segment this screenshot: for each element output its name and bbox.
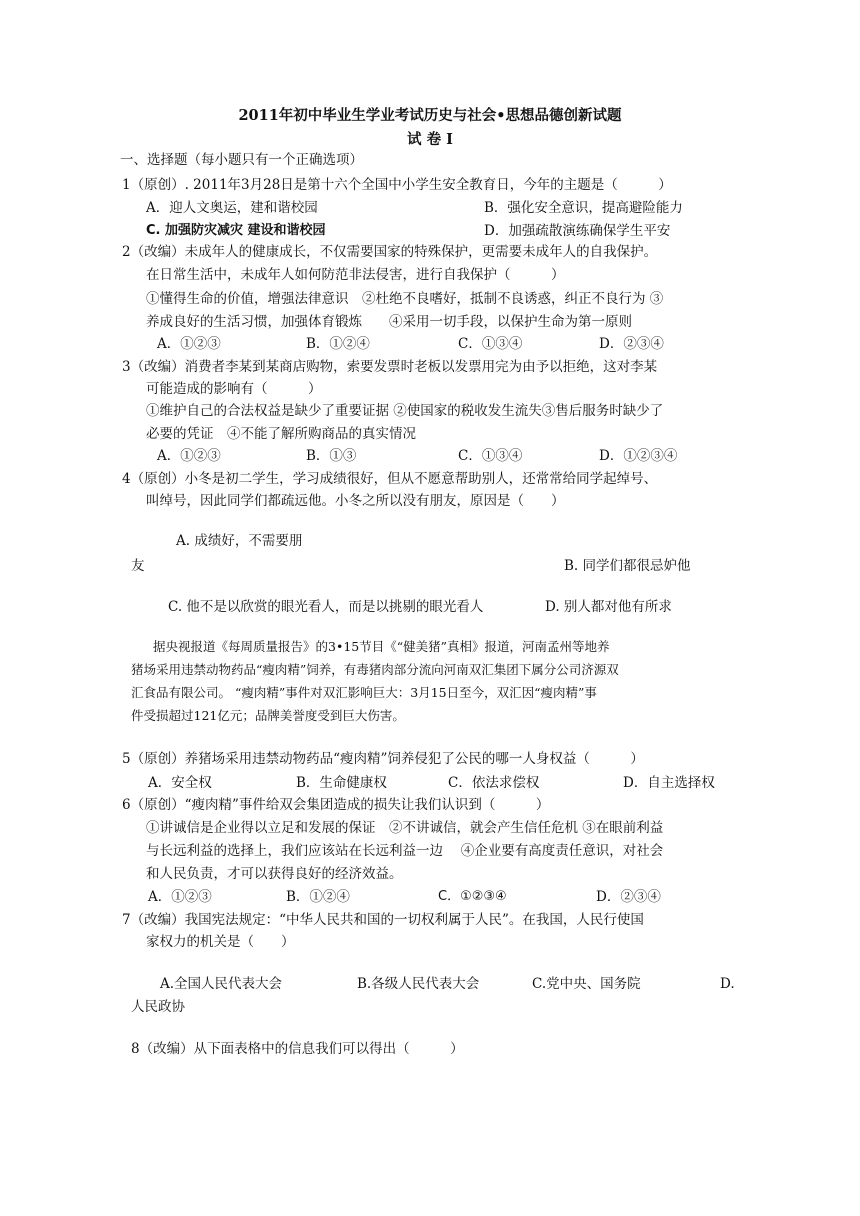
- option-b: B．①②④: [306, 336, 370, 352]
- option-d: D．加强疏散演练确保学生平安: [484, 223, 671, 239]
- material-line: 汇食品有限公司。 “瘦肉精”事件对双汇影响巨大：3月15日至今，双汇因“瘦肉精”事: [131, 685, 597, 700]
- option-a: A．①②③: [157, 336, 221, 352]
- option-a: A．迎人文奥运，建和谐校园: [146, 200, 318, 216]
- question-stem: 7（改编）我国宪法规定：“中华人民共和国的一切权利属于人民”。在我国，人民行使国: [122, 912, 644, 928]
- statement-list-cont: 必要的凭证 ④不能了解所购商品的真实情况: [146, 426, 416, 442]
- option-b: B.各级人民代表大会: [357, 976, 480, 992]
- option-b: B．①②④: [286, 889, 350, 905]
- statement-list: ①懂得生命的价值，增强法律意识 ②杜绝不良嗜好，抵制不良诱惑，纠正不良行为 ③: [146, 291, 664, 307]
- statement-list-cont: 养成良好的生活习惯，加强体育锻炼 ④采用一切手段，以保护生命为第一原则: [146, 314, 632, 330]
- option-a: A．安全权: [148, 775, 212, 791]
- option-b: B．强化安全意识，提高避险能力: [484, 200, 683, 216]
- material-line: 猪场采用违禁动物药品“瘦肉精”饲养，有毒猪肉部分流向河南双汇集团下属分公司济源双: [131, 662, 619, 677]
- option-b: B. 同学们都很忌妒他: [564, 558, 691, 574]
- question-stem: 3（改编）消费者李某到某商店购物，索要发票时老板以发票用完为由予以拒绝，这对李某: [122, 359, 658, 375]
- statement-list-cont: 和人民负责，才可以获得良好的经济效益。: [146, 866, 403, 882]
- option-d: D．自主选择权: [623, 775, 715, 791]
- material-line: 件受损超过121亿元；品牌美誉度受到巨大伤害。: [131, 708, 405, 723]
- page-title: 2011年初中毕业生学业考试历史与社会•思想品德创新试题: [238, 107, 622, 124]
- statement-list-cont: 与长远利益的选择上，我们应该站在长远利益一边 ④企业要有高度责任意识，对社会: [146, 843, 664, 859]
- statement-list: ①讲诚信是企业得以立足和发展的保证 ②不讲诚信，就会产生信任危机 ③在眼前利益: [146, 820, 664, 836]
- option-b: B．①③: [306, 448, 357, 464]
- option-d: D．②③④: [596, 889, 661, 905]
- option-c: C．①③④: [458, 448, 523, 464]
- option-a: A. 成绩好，不需要朋: [176, 533, 303, 549]
- option-c: C．①③④: [458, 336, 523, 352]
- option-d: D．①②③④: [599, 448, 678, 464]
- option-a-cont: 友: [131, 558, 145, 574]
- option-b: B．生命健康权: [296, 775, 387, 791]
- material-line: 据央视报道《每周质量报告》的3•15节目《“健美猪”真相》报道，河南孟州等地养: [153, 639, 610, 654]
- question-stem-cont: 家权力的机关是（ ）: [146, 934, 295, 950]
- option-c: C.党中央、国务院: [532, 976, 641, 992]
- option-a: A．①②③: [148, 889, 212, 905]
- option-a: A.全国人民代表大会: [160, 976, 283, 992]
- question-stem: 6（原创）“瘦肉精”事件给双会集团造成的损失让我们认识到（ ）: [122, 797, 550, 813]
- question-stem-cont: 可能造成的影响有（ ）: [146, 381, 322, 397]
- option-d: D.: [720, 976, 735, 992]
- option-d-cont: 人民政协: [131, 999, 185, 1015]
- option-a: A．①②③: [157, 448, 221, 464]
- question-stem: 4（原创）小冬是初二学生，学习成绩很好，但从不愿意帮助别人，还常常给同学起绰号、: [122, 471, 658, 487]
- question-stem-cont: 叫绰号，因此同学们都疏远他。小冬之所以没有朋友，原因是（ ）: [146, 493, 565, 509]
- option-c: C. 他不是以欣赏的眼光看人，而是以挑剔的眼光看人: [168, 599, 484, 615]
- question-stem: 8（改编）从下面表格中的信息我们可以得出（ ）: [131, 1041, 464, 1057]
- question-stem-cont: 在日常生活中，未成年人如何防范非法侵害，进行自我保护（ ）: [146, 267, 565, 283]
- option-c: C．依法求偿权: [448, 775, 540, 791]
- statement-list: ①维护自己的合法权益是缺少了重要证据 ②使国家的税收发生流失③售后服务时缺少了: [146, 403, 664, 419]
- option-d: D. 别人都对他有所求: [545, 599, 672, 615]
- question-stem: 2（改编）未成年人的健康成长，不仅需要国家的特殊保护，更需要未成年人的自我保护。: [122, 244, 658, 260]
- paper-subtitle: 试 卷 I: [407, 131, 453, 148]
- option-c: C．①②③④: [438, 889, 507, 904]
- option-c: C. 加强防灾减灾 建设和谐校园: [146, 223, 326, 238]
- option-d: D．②③④: [599, 336, 664, 352]
- section-heading: 一、选择题（每小题只有一个正确选项）: [120, 152, 363, 168]
- question-stem: 5（原创）养猪场采用违禁动物药品“瘦肉精”饲养侵犯了公民的哪一人身权益（ ）: [122, 751, 644, 767]
- question-stem: 1（原创）. 2011年3月28日是第十六个全国中小学生安全教育日，今年的主题是（ ）: [122, 177, 672, 193]
